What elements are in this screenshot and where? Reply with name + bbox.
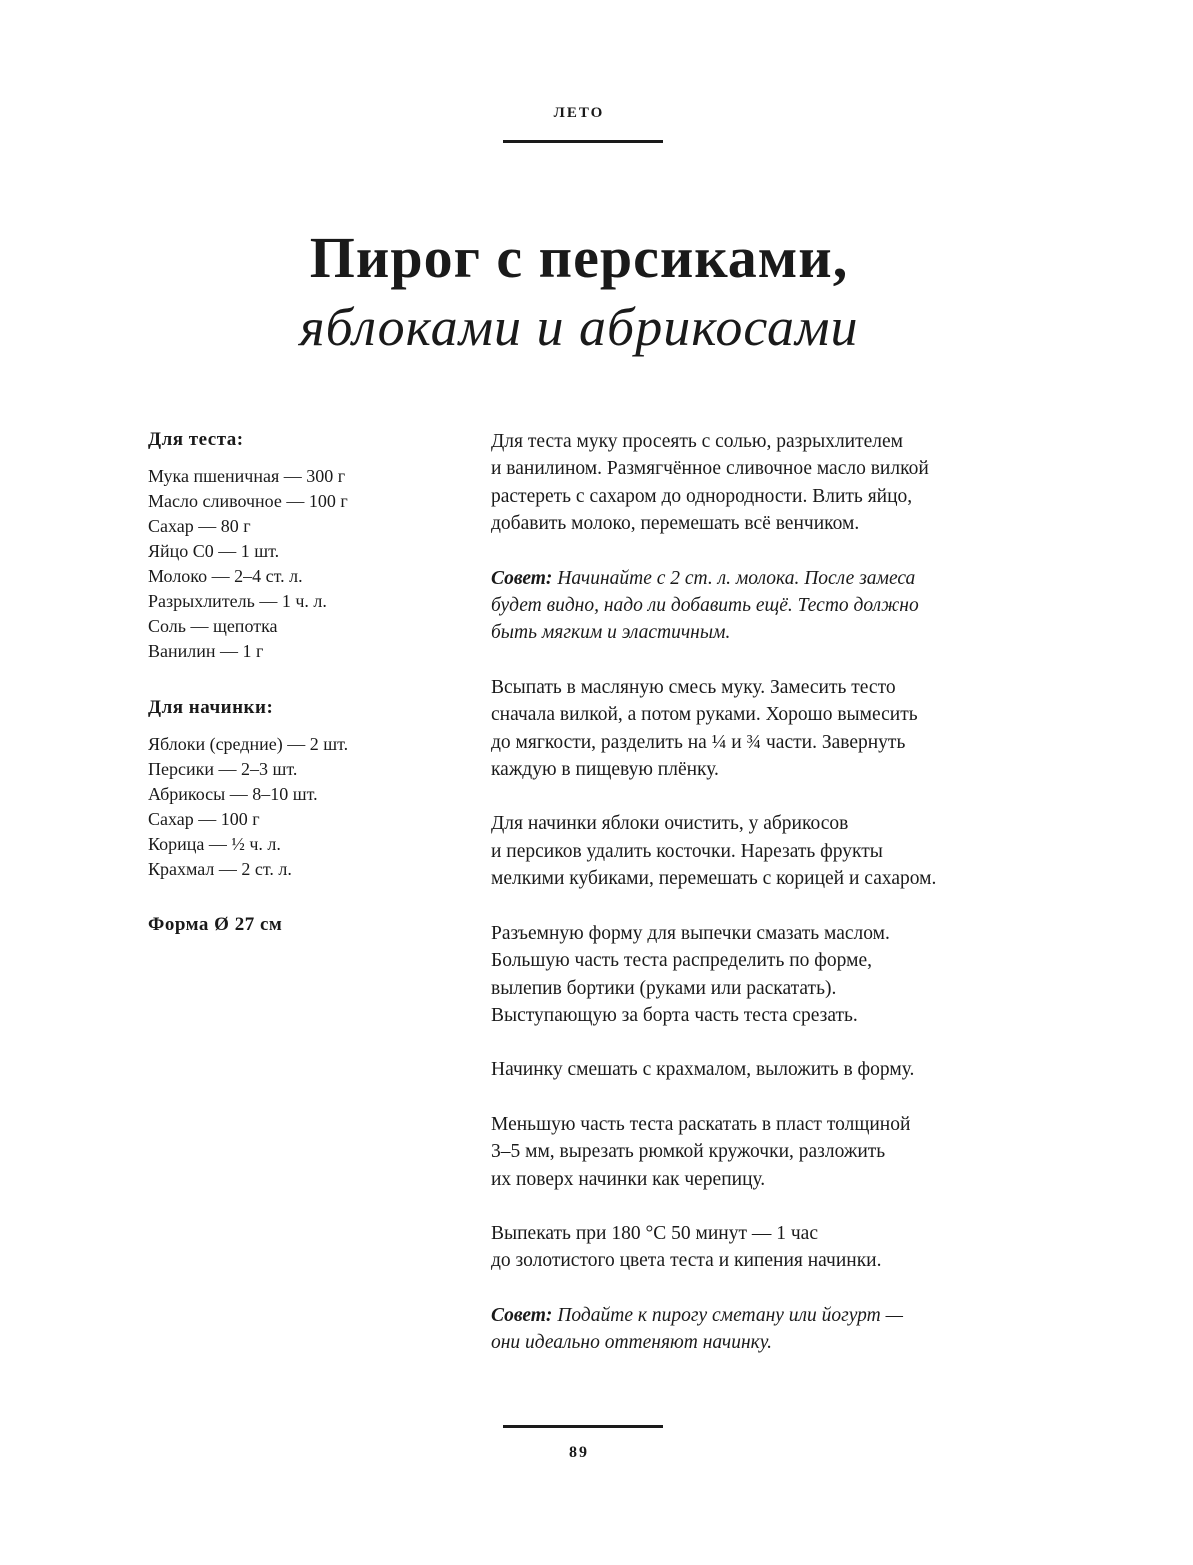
ingredient-item: Яблоки (средние) — 2 шт. bbox=[148, 734, 349, 754]
tip-paragraph bbox=[491, 565, 1021, 647]
tip-paragraph bbox=[491, 1302, 1021, 1357]
form-size: Форма Ø 27 см bbox=[148, 914, 283, 935]
ingredient-item: Соль — щепотка bbox=[148, 616, 278, 636]
title-line-1: Пирог с персиками, bbox=[309, 225, 849, 290]
footer-divider bbox=[503, 1425, 663, 1428]
page-number: 89 bbox=[569, 1444, 589, 1461]
ingredient-item: Корица — ½ ч. л. bbox=[148, 834, 281, 854]
section-label: ЛЕТО bbox=[553, 105, 605, 121]
ingredient-item: Мука пшеничная — 300 г bbox=[148, 466, 346, 486]
step-paragraph: Выпекать при 180 °С 50 минут — 1 час до золотистого цвета теста и кипения начинки. bbox=[491, 1222, 882, 1272]
filling-list bbox=[148, 732, 468, 882]
ingredient-item: Яйцо С0 — 1 шт. bbox=[148, 541, 280, 561]
tip-label: Совет: bbox=[491, 1304, 553, 1326]
instructions-column bbox=[491, 428, 1021, 1384]
ingredient-item: Ванилин — 1 г bbox=[148, 641, 264, 661]
ingredient-item: Сахар — 80 г bbox=[148, 516, 251, 536]
dough-list bbox=[148, 464, 468, 664]
ingredient-item: Разрыхлитель — 1 ч. л. bbox=[148, 591, 327, 611]
step-paragraph: Меньшую часть теста раскатать в пласт толщиной 3–5 мм, вырезать рюмкой кружочки, разложить их поверх начинки как черепицу. bbox=[491, 1113, 911, 1190]
title-line-2: яблоками и абрикосами bbox=[299, 297, 859, 357]
tip-text: Начинайте с 2 ст. л. молока. После замеса будет видно, надо ли добавить ещё. Тесто должно быть мягким и эластичным. bbox=[491, 567, 919, 644]
step-paragraph: Для начинки яблоки очистить, у абрикосов и персиков удалить косточки. Нарезать фрукты мелкими кубиками, перемешать с корицей и сахаром. bbox=[491, 813, 937, 890]
ingredient-item: Масло сливочное — 100 г bbox=[148, 491, 348, 511]
filling-heading: Для начинки: bbox=[148, 697, 274, 718]
ingredient-item: Персики — 2–3 шт. bbox=[148, 759, 298, 779]
header-divider bbox=[503, 140, 663, 143]
step-paragraph: Для теста муку просеять с солью, разрыхлителем и ванилином. Размягчённое сливочное масло вилкой растереть с сахаром до однородности. Влить яйцо, добавить молоко, перемешать всё венчиком. bbox=[491, 431, 929, 535]
tip-label: Совет: bbox=[491, 567, 553, 589]
ingredients-column bbox=[148, 428, 468, 936]
ingredient-item: Абрикосы — 8–10 шт. bbox=[148, 784, 318, 804]
ingredient-item: Сахар — 100 г bbox=[148, 809, 260, 829]
ingredient-item: Молоко — 2–4 ст. л. bbox=[148, 566, 303, 586]
recipe-title bbox=[0, 222, 1158, 360]
step-paragraph: Всыпать в масляную смесь муку. Замесить тесто сначала вилкой, а потом руками. Хорошо вымесить до мягкости, разделить на ¼ и ¾ части. Завернуть каждую в пищевую плёнку. bbox=[491, 676, 918, 781]
step-paragraph: Начинку смешать с крахмалом, выложить в форму. bbox=[491, 1059, 915, 1081]
dough-heading: Для теста: bbox=[148, 429, 244, 450]
tip-text: Подайте к пирогу сметану или йогурт — они идеально оттеняют начинку. bbox=[491, 1304, 903, 1354]
ingredient-item: Крахмал — 2 ст. л. bbox=[148, 859, 292, 879]
step-paragraph: Разъемную форму для выпечки смазать маслом. Большую часть теста распределить по форме, вылепив бортики (руками или раскатать). Выступающую за борта часть теста срезать. bbox=[491, 922, 890, 1026]
